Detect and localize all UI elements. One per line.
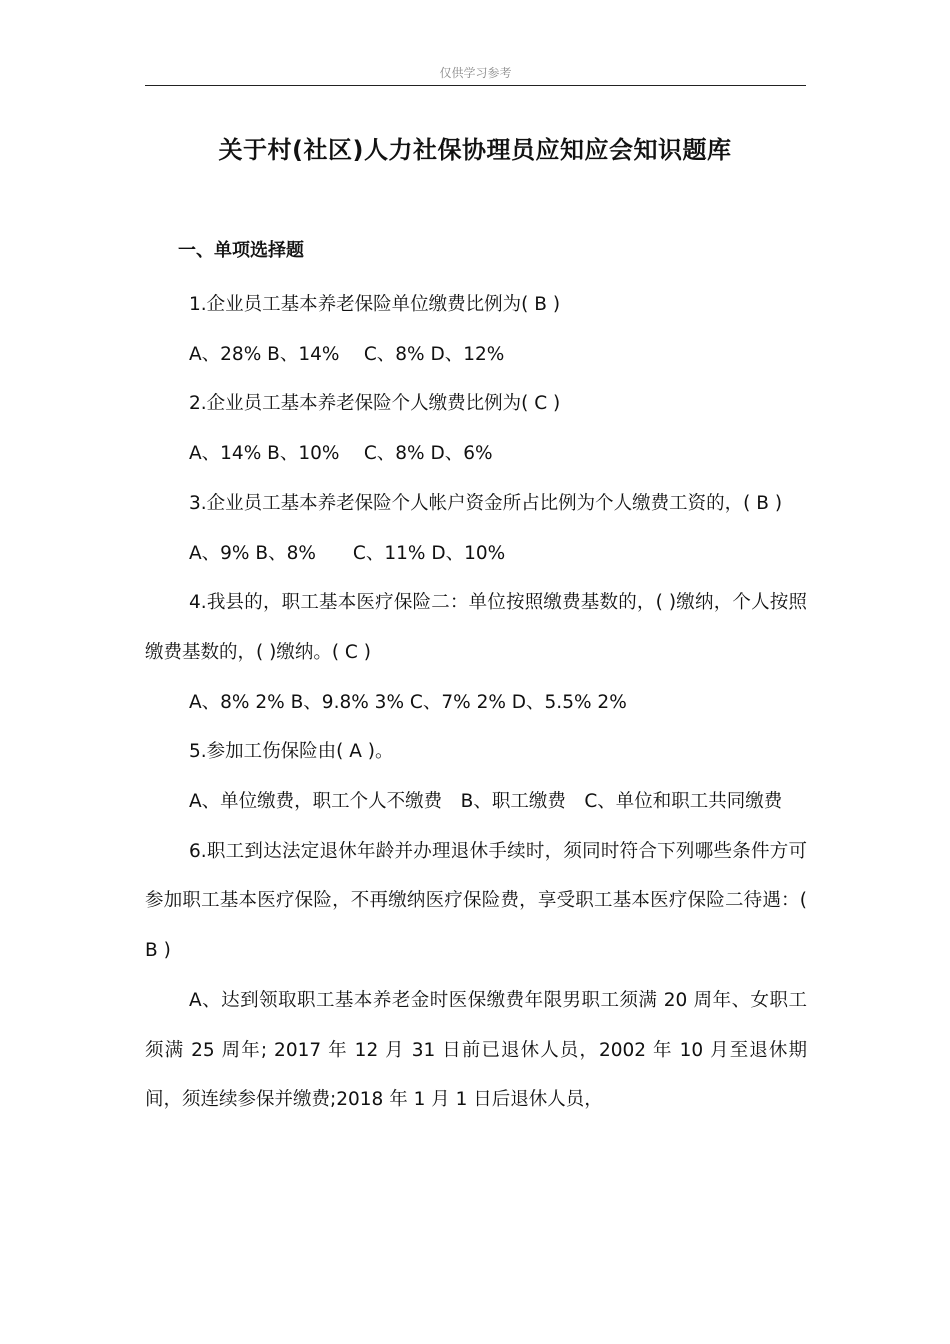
page-header: 仅供学习参考 (439, 66, 512, 80)
section-heading: 一、单项选择题 (178, 240, 304, 261)
question-4-options: A、8% 2% B、9.8% 3% C、7% 2% D、5.5% 2% (189, 691, 627, 713)
question-1: 1.企业员工基本养老保险单位缴费比例为( B ) (189, 294, 561, 315)
document-body (145, 280, 807, 1125)
question-6: 6.职工到达法定退休年龄并办理退休手续时，须同时符合下列哪些条件方可参加职工基本医疗保险，不再缴纳医疗保险费，享受职工基本医疗保险二待遇：( B ) (145, 840, 807, 962)
question-2: 2.企业员工基本养老保险个人缴费比例为( C ) (189, 393, 561, 415)
question-5: 5.参加工伤保险由( A )。 (189, 741, 394, 763)
document-title: 关于村(社区)人力社保协理员应知应会知识题库 (218, 136, 732, 164)
header-divider (145, 85, 806, 86)
question-3: 3.企业员工基本养老保险个人帐户资金所占比例为个人缴费工资的，( B ) (189, 492, 783, 514)
question-2-options: A、14% B、10% C、8% D、6% (189, 443, 493, 465)
question-1-options: A、28% B、14% C、8% D、12% (189, 343, 505, 365)
question-3-options: A、9% B、8% C、11% D、10% (189, 542, 506, 564)
question-6-options: A、达到领取职工基本养老金时医保缴费年限男职工须满 20 周年、女职工须满 25 周年; 2017 年 12 月 31 日前已退休人员，2002 年 10 月至退休期间，须连续参保并缴费;2018 年 1 月 1 日后退休人员， (145, 989, 807, 1111)
question-4: 4.我县的，职工基本医疗保险二：单位按照缴费基数的，( )缴纳，个人按照缴费基数的，( )缴纳。( C ) (145, 592, 807, 663)
question-5-options: A、单位缴费，职工个人不缴费 B、职工缴费 C、单位和职工共同缴费 (189, 791, 783, 813)
